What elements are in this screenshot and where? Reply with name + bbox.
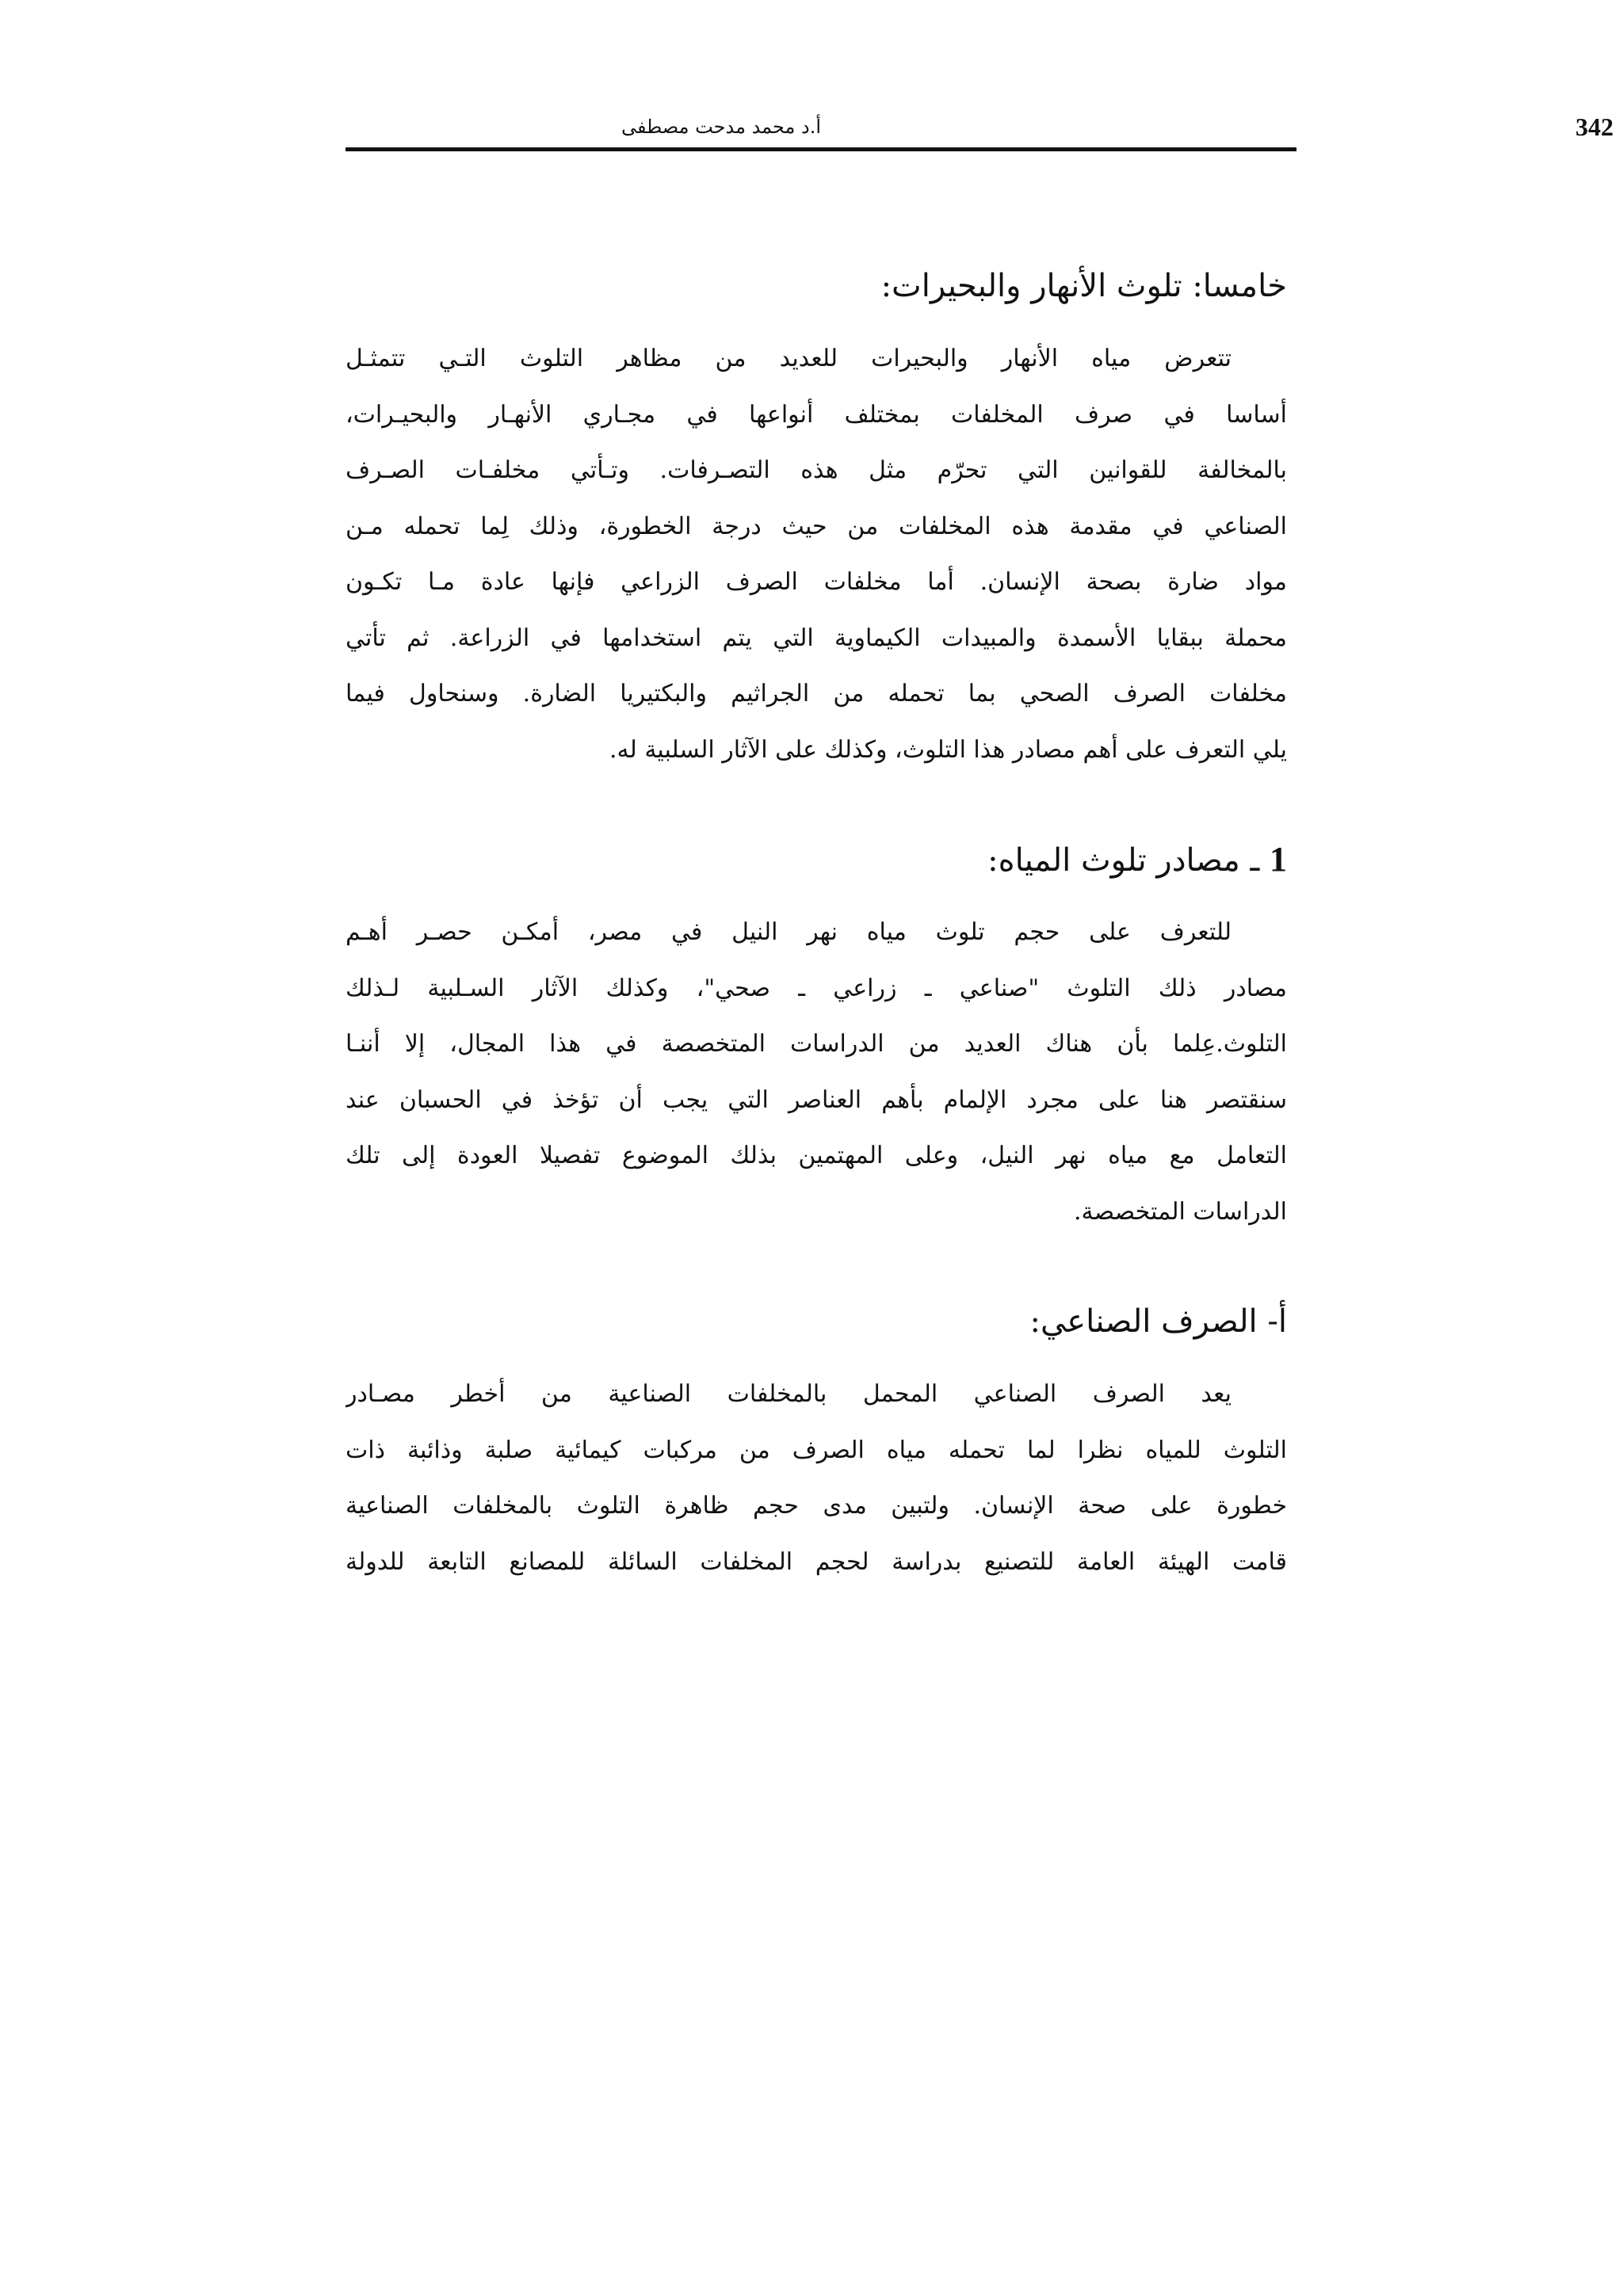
page-number: 342 [1575,113,1613,141]
text-line: الدراسات المتخصصة. [1074,1197,1287,1226]
page-header [346,106,1613,147]
text-line: أساسا في صرف المخلفات بمختلف أنواعها في مجـاري الأنهـار والبحيـرات، [346,400,1287,429]
subsection-heading-industrial-drainage: أ- الصرف الصناعي: [1029,1303,1287,1340]
paragraph-industrial-drainage [346,1367,1287,1590]
page-body [346,261,1287,1590]
text-line: محملة ببقايا الأسمدة والمبيدات الكيماوية التي يتم استخدامها في الزراعة. ثم تأتي [346,624,1287,652]
text-line: سنقتصر هنا على مجرد الإلمام بأهم العناصر التي يجب أن تؤخذ في الحسبان عند [346,1085,1287,1114]
text-line: بالمخالفة للقوانين التي تحرّم مثل هذه التصـرفات. وتـأتي مخلفـات الصـرف [346,456,1287,484]
section-heading-rivers-lakes: خامسا: تلوث الأنهار والبحيرات: [880,268,1287,304]
text-line: يعد الصرف الصناعي المحمل بالمخلفات الصناعية من أخطر مصـادر [346,1380,1232,1408]
subsection-number: 1 [1270,840,1287,879]
text-line: مخلفات الصرف الصحي بما تحمله من الجراثيم والبكتيريا الضارة. وسنحاول فيما [346,680,1287,707]
text-line: مواد ضارة بصحة الإنسان. أما مخلفات الصرف الزراعي فإنها عادة مـا تكـون [346,568,1287,596]
subsection-heading-water-sources [346,835,1287,884]
text-line: الصناعي في مقدمة هذه المخلفات من حيث درجة الخطورة، وذلك لِما تحمله مـن [346,512,1287,540]
paragraph-rivers-lakes [346,331,1287,778]
text-line: تتعرض مياه الأنهار والبحيرات للعديد من مظاهر التلوث التـي تتمثـل [346,345,1232,372]
text-line: التعامل مع مياه نهر النيل، وعلى المهتمين بذلك الموضوع تفصيلا العودة إلى تلك [346,1142,1287,1169]
paragraph-water-sources [346,905,1287,1240]
text-line: يلي التعرف على أهم مصادر هذا التلوث، وكذلك على الآثار السلبية له. [609,735,1287,764]
text-line: قامت الهيئة العامة للتصنيع بدراسة لحجم المخلفات السائلة للمصانع التابعة للدولة [346,1547,1287,1576]
header-rule [346,147,1296,151]
text-line: التلوث للمياه نظرا لما تحمله مياه الصرف من مركبات كيمائية صلبة وذائبة ذات [346,1436,1287,1464]
text-line: خطورة على صحة الإنسان. ولتبين مدى حجم ظاهرة التلوث بالمخلفات الصناعية [346,1492,1287,1520]
text-line: للتعرف على حجم تلوث مياه نهر النيل في مصر، أمكـن حصـر أهـم [346,918,1232,946]
text-line: مصادر ذلك التلوث "صناعي ـ زراعي ـ صحي"، وكذلك الآثار السـلبية لـذلك [346,974,1287,1002]
subsection-title: ـ مصادر تلوث المياه: [987,842,1260,879]
running-head-author: أ.د محمد مدحت مصطفى [621,116,821,138]
text-line: التلوث.عِلما بأن هناك العديد من الدراسات المتخصصة في هذا المجال، إلا أننـا [346,1030,1287,1058]
